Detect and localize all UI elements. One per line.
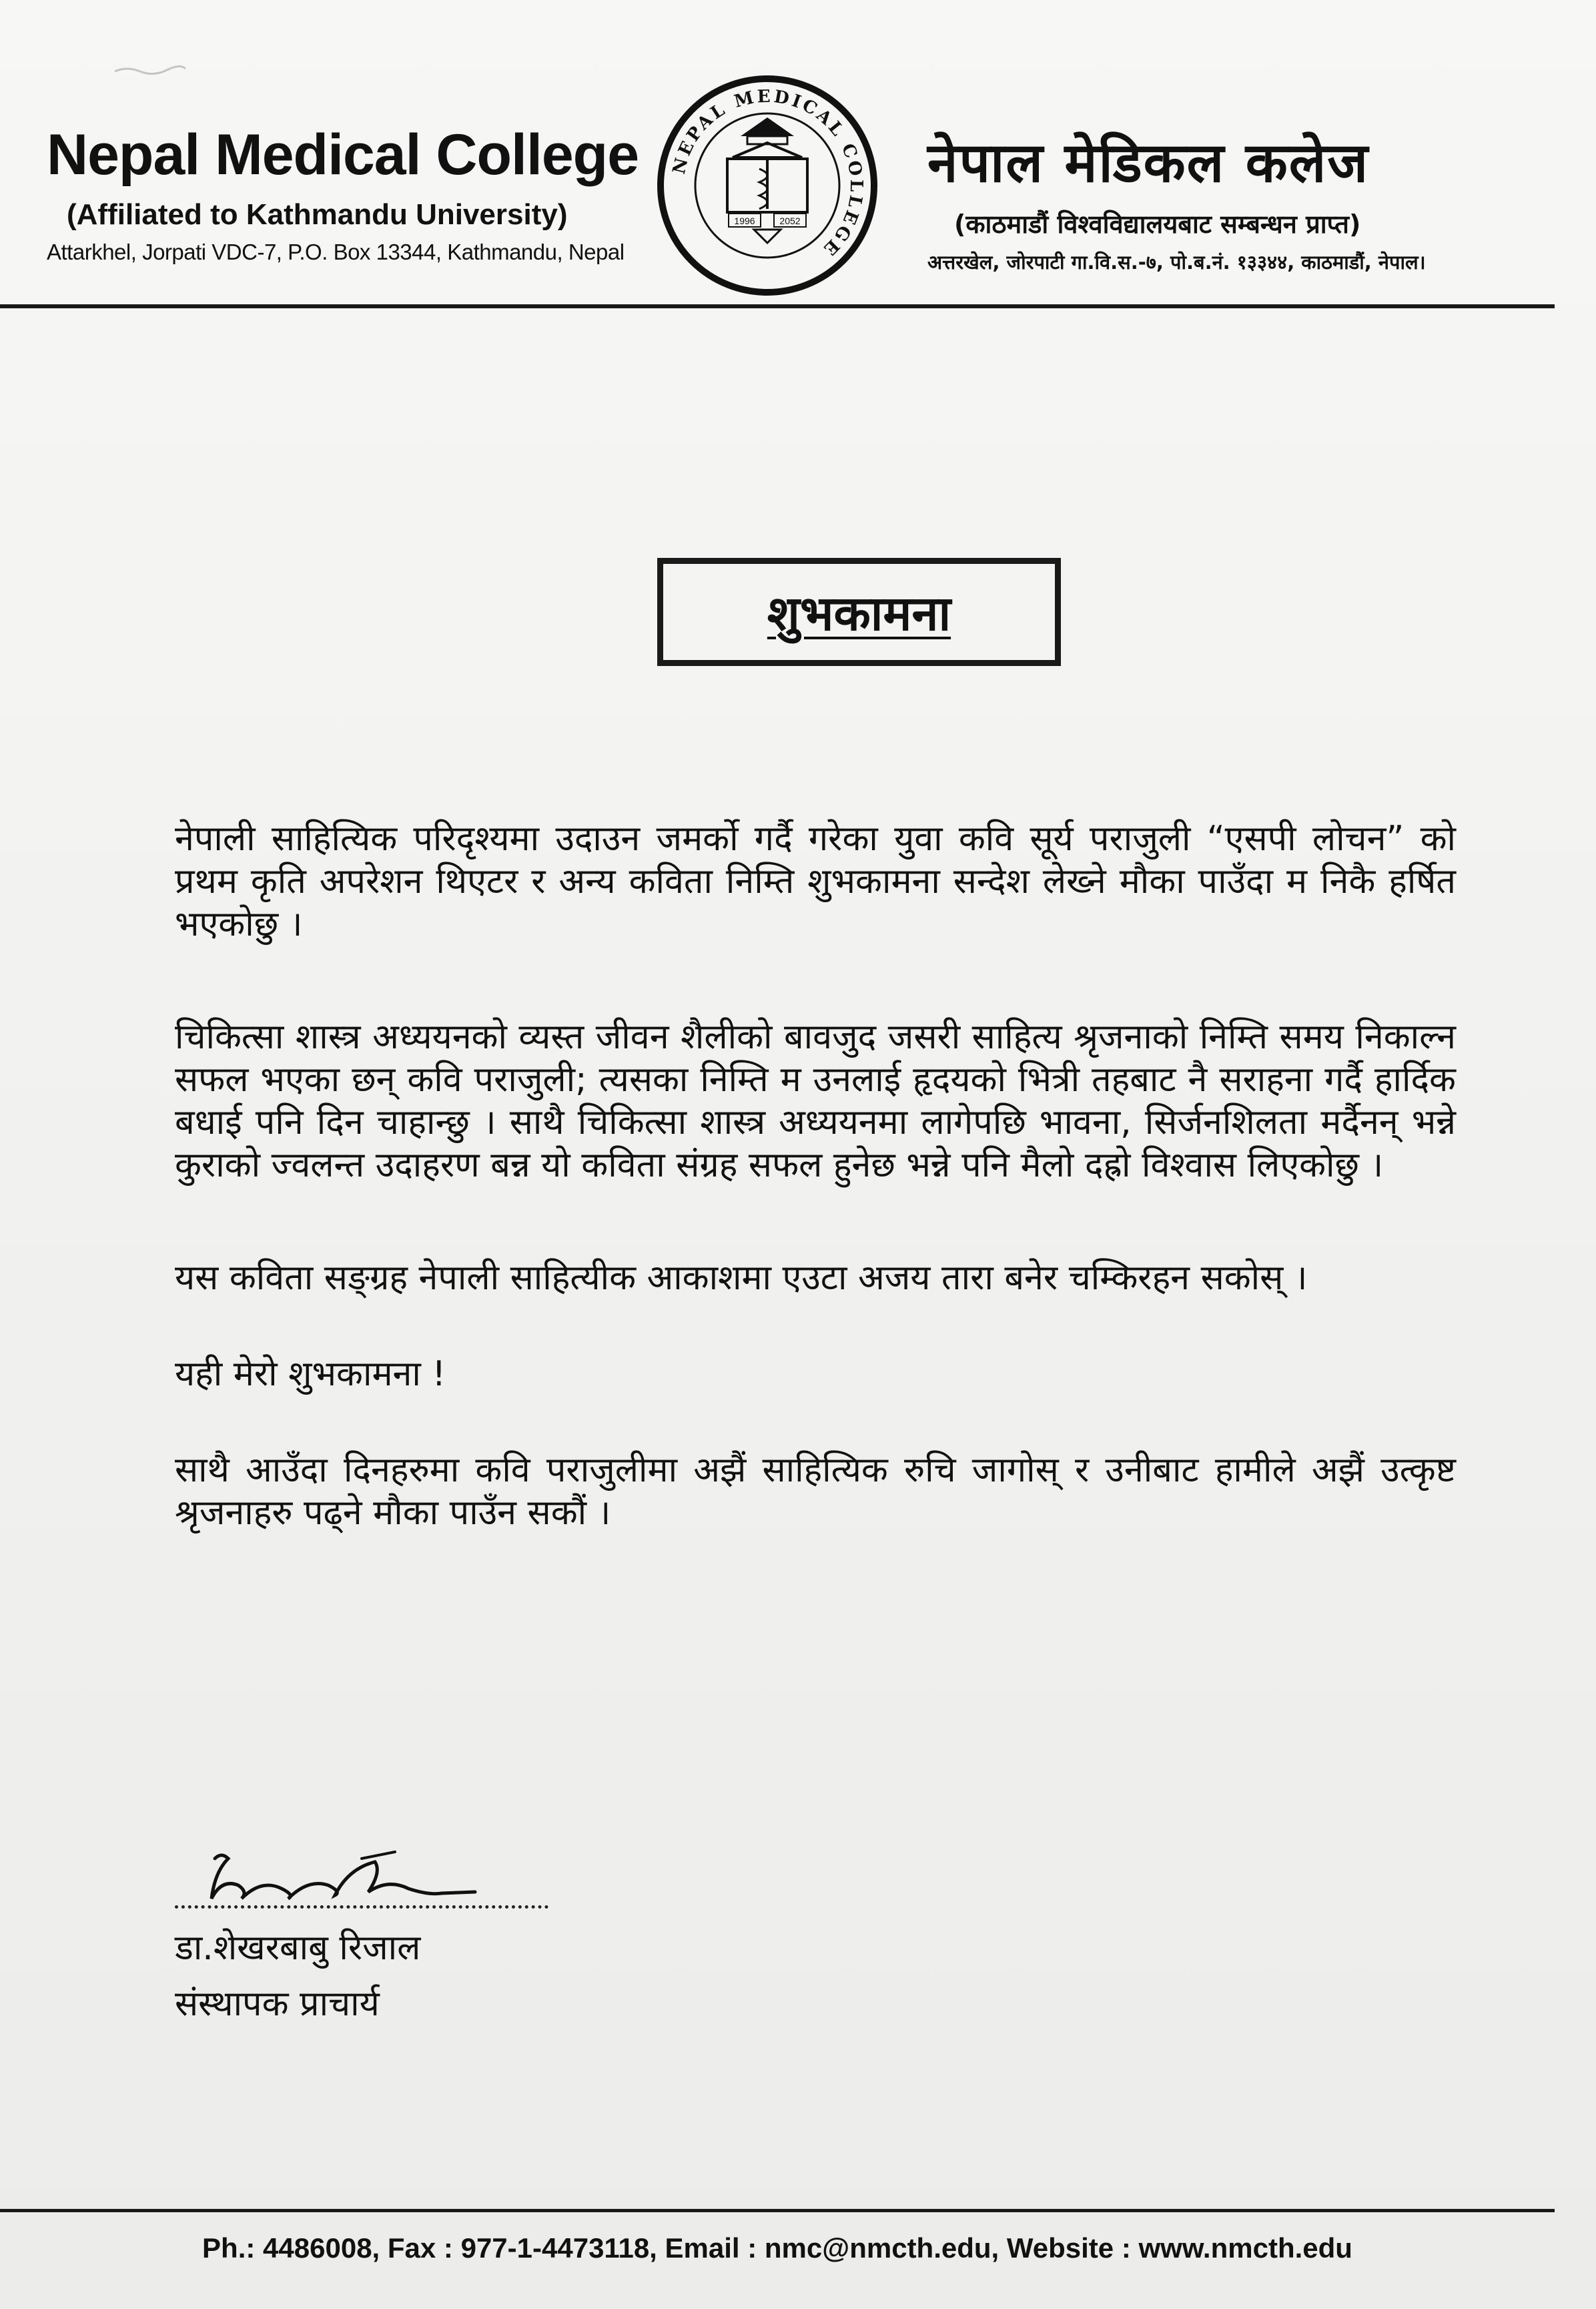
title-box xyxy=(657,558,1061,666)
address-english: Attarkhel, Jorpati VDC-7, P.O. Box 13344, Kathmandu, Nepal xyxy=(47,239,625,264)
body-paragraph: साथै आउँदा दिनहरुमा कवि पराजुलीमा अझैं साहित्यिक रुचि जागोस् र उनीबाट हामीले अझैं उत्कृष्ट श्रृजनाहरु पढ्ने मौका पाउँन सकौं । xyxy=(175,1450,1456,1533)
affiliation-english: (Affiliated to Kathmandu University) xyxy=(67,198,568,231)
body-paragraph: यस कविता सङ्ग्रह नेपाली साहित्यीक आकाशमा एउटा अजय तारा बनेर चम्किरहन सकोस् । xyxy=(175,1258,1308,1298)
signatory-title: संस्थापक प्राचार्य xyxy=(175,1984,380,2025)
college-logo xyxy=(647,72,887,299)
header-english xyxy=(47,123,661,266)
body-paragraph: नेपाली साहित्यिक परिदृश्यमा उदाउन जमर्को गर्दै गरेका युवा कवि सूर्य पराजुली “एसपी लोचन” को प्रथम कृति अपरेशन थिएटर र अन्य कविता निम्ति शुभकामना सन्देश लेख्ने मौका पाउँदा म निकै हर्षित भएकोछु । xyxy=(175,819,1456,944)
body-paragraph: यही मेरो शुभकामना ! xyxy=(175,1354,446,1394)
address-nepali: अत्तरखेल, जोरपाटी गा.वि.स.-७, पो.ब.नं. १३३४४, काठमाडौं, नेपाल। xyxy=(927,250,1426,274)
signature-line xyxy=(175,1905,548,1909)
college-name-english: Nepal Medical College xyxy=(47,123,639,187)
footer-contact: Ph.: 4486008, Fax : 977-1-4473118, Email : nmc@nmcth.edu, Website : www.nmcth.edu xyxy=(202,2232,1352,2264)
footer-divider xyxy=(0,2209,1555,2212)
logo-ring-text: NEPAL MEDICAL COLLEGE xyxy=(669,86,867,261)
college-name-nepali: नेपाल मेडिकल कलेज xyxy=(927,131,1370,195)
paper-smudge xyxy=(113,63,187,77)
letter-title: शुभकामना xyxy=(767,585,951,641)
logo-year-left: 1996 xyxy=(734,216,755,226)
affiliation-nepali: (काठमाडौं विश्वविद्यालयबाट सम्बन्धन प्राप्त) xyxy=(954,210,1361,240)
header-nepali xyxy=(927,133,1528,274)
header-divider xyxy=(0,304,1555,308)
body-paragraph: चिकित्सा शास्त्र अध्ययनको व्यस्त जीवन शैलीको बावजुद जसरी साहित्य श्रृजनाको निम्ति समय निकाल्न सफल भएका छन् कवि पराजुली; त्यसका निम्ति म उनलाई हृदयको भित्री तहबाट नै सराहना गर्दै हार्दिक बधाई पनि दिन चाहान्छु । साथै चिकित्सा शास्त्र अध्ययनमा लागेपछि भावना, सिर्जनशिलता मर्दैनन् भन्ने कुराको ज्वलन्त उदाहरण बन्न यो कविता संग्रह सफल हुनेछ भन्ने पनि मैलो दह्रो विश्वास लिएकोछु । xyxy=(175,1017,1456,1185)
signatory-name: डा.शेखरबाबु रिजाल xyxy=(175,1928,421,1968)
signature-block xyxy=(175,1832,642,2025)
logo-year-right: 2052 xyxy=(779,216,801,226)
letter-body xyxy=(175,817,1456,1604)
